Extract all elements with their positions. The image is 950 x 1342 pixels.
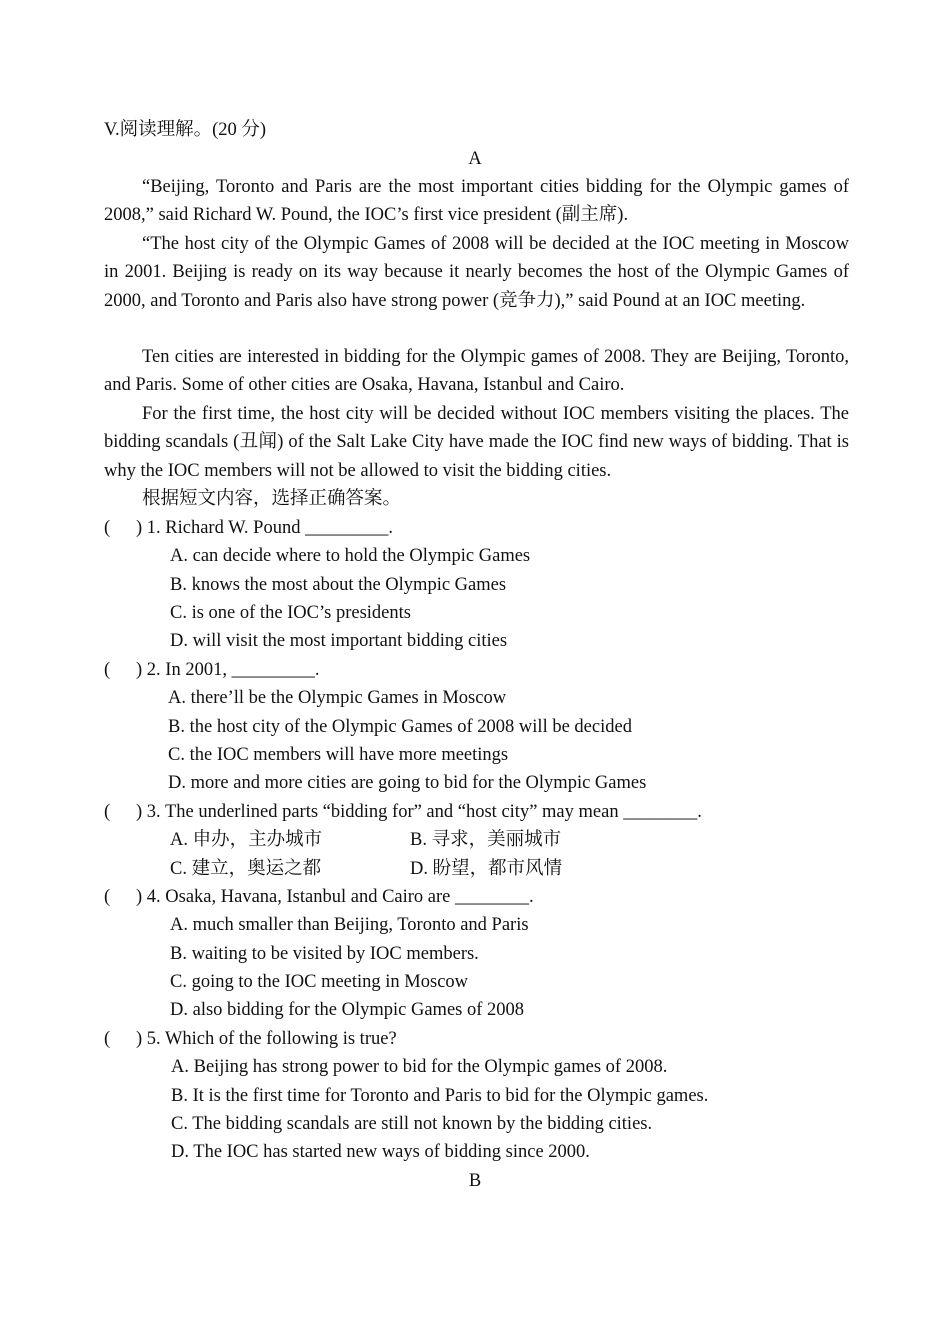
question-stem: ) 4. Osaka, Havana, Istanbul and Cairo are ________.	[136, 887, 534, 907]
q1-option-b: B. knows the most about the Olympic Games	[170, 575, 507, 595]
q1-option-a: A. can decide where to hold the Olympic Games	[170, 546, 531, 566]
q4-option-b: B. waiting to be visited by IOC members.	[170, 944, 479, 964]
question-stem: ) 2. In 2001, _________.	[136, 660, 320, 680]
question-3	[104, 798, 702, 826]
answer-blank[interactable]: (	[104, 518, 111, 538]
passage-paragraph-2: “The host city of the Olympic Games of 2008 will be decided at the IOC meeting in Moscow in 2001. Beijing is ready on its way because it nearly becomes the host of the Olympic Games of 2000, and Toronto and Paris also have strong power (竞争力),” said Pound at an IOC meeting.	[104, 234, 849, 311]
q3-option-c: C. 建立，奥运之都	[170, 859, 322, 879]
question-stem: ) 1. Richard W. Pound _________.	[136, 518, 393, 538]
q1-option-c: C. is one of the IOC’s presidents	[170, 603, 411, 623]
q2-option-d: D. more and more cities are going to bid for the Olympic Games	[168, 773, 647, 793]
passage-paragraph-4: For the first time, the host city will be decided without IOC members visiting the places. The bidding scandals (丑闻) of the Salt Lake City have made the IOC find new ways of bidding. That is why the IOC members will not be allowed to visit the bidding cities.	[104, 404, 849, 481]
passage-paragraph-1: “Beijing, Toronto and Paris are the most important cities bidding for the Olympic games of 2008,” said Richard W. Pound, the IOC’s first vice president (副主席).	[104, 177, 849, 226]
question-4	[104, 883, 534, 911]
passage-paragraph-3: Ten cities are interested in bidding for the Olympic games of 2008. They are Beijing, Toronto, and Paris. Some of other cities are Osaka, Havana, Istanbul and Cairo.	[104, 347, 849, 396]
q3-option-b: B. 寻求，美丽城市	[410, 830, 562, 850]
q5-option-a: A. Beijing has strong power to bid for the Olympic games of 2008.	[171, 1057, 668, 1077]
q5-option-b: B. It is the first time for Toronto and Paris to bid for the Olympic games.	[171, 1086, 709, 1106]
q2-option-c: C. the IOC members will have more meetings	[168, 745, 509, 765]
q2-option-a: A. there’ll be the Olympic Games in Moscow	[168, 688, 507, 708]
answer-blank[interactable]: (	[104, 660, 111, 680]
question-stem: ) 5. Which of the following is true?	[136, 1029, 397, 1049]
question-5	[104, 1025, 397, 1053]
q4-option-a: A. much smaller than Beijing, Toronto and Paris	[170, 915, 529, 935]
q4-option-d: D. also bidding for the Olympic Games of 2008	[170, 1000, 525, 1020]
section-heading: V.阅读理解。(20 分)	[104, 120, 267, 140]
q2-option-b: B. the host city of the Olympic Games of 2008 will be decided	[168, 717, 632, 737]
answer-blank[interactable]: (	[104, 1029, 111, 1049]
passage-b-label: B	[468, 1171, 482, 1191]
question-1	[104, 514, 393, 542]
q5-option-d: D. The IOC has started new ways of bidding since 2000.	[171, 1142, 590, 1162]
question-stem: ) 3. The underlined parts “bidding for” and “host city” may mean ________.	[136, 802, 702, 822]
q3-option-a: A. 申办，主办城市	[170, 830, 323, 850]
q1-option-d: D. will visit the most important bidding cities	[170, 631, 508, 651]
answer-blank[interactable]: (	[104, 802, 111, 822]
instruction: 根据短文内容，选择正确答案。	[142, 489, 402, 509]
answer-blank[interactable]: (	[104, 887, 111, 907]
q5-option-c: C. The bidding scandals are still not known by the bidding cities.	[171, 1114, 653, 1134]
passage-a-label: A	[468, 149, 482, 169]
q4-option-c: C. going to the IOC meeting in Moscow	[170, 972, 469, 992]
q3-option-d: D. 盼望，都市风情	[410, 859, 563, 879]
question-2	[104, 656, 319, 684]
